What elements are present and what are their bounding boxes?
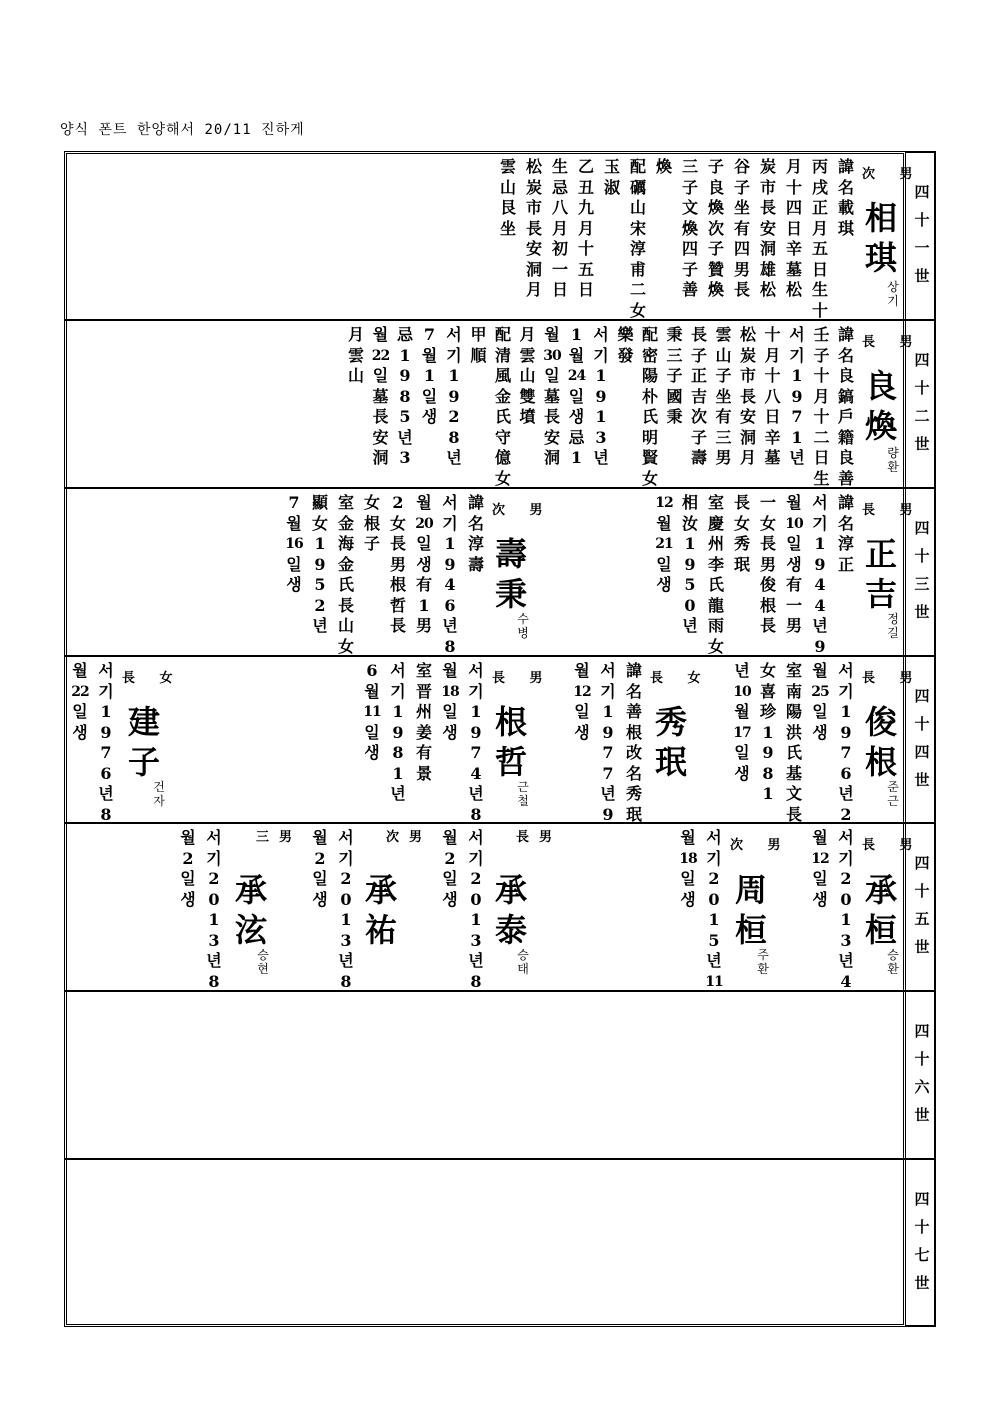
detail-column: 諱 名 載 琪 xyxy=(837,157,854,238)
name-reading: 건 자 xyxy=(153,780,165,808)
generation-label: 四 十 三 世 xyxy=(914,519,930,621)
relation-label: 長 男 xyxy=(862,671,923,686)
person-name: 正 吉 xyxy=(864,535,897,613)
generation-label: 四 十 四 世 xyxy=(914,687,930,789)
detail-column: 서 기 1 9 4 6 년 8 xyxy=(442,493,458,656)
relation-label: 長 男 xyxy=(492,671,553,686)
detail-column: 月 雲 山 雙 墳 xyxy=(519,325,536,426)
detail-column: 월 12 일 생 xyxy=(811,828,829,909)
relation-label: 長 男 xyxy=(862,335,923,350)
detail-column: 長 子 正 吉 次 子 壽 xyxy=(690,325,707,467)
detail-column: 甲 順 xyxy=(470,325,487,365)
format-note: 양식 폰트 한양해서 20/11 진하게 xyxy=(60,122,305,138)
detail-column: 松 炭 市 長 安 洞 月 xyxy=(739,325,756,467)
detail-column: 諱 名 善 根 改 名 秀 珉 xyxy=(625,661,642,824)
name-reading: 량 환 xyxy=(887,446,899,474)
person-name: 相 琪 xyxy=(864,199,897,277)
generation-label: 四 十 七 世 xyxy=(914,1190,930,1292)
detail-column: 女 喜 珍 1 9 8 1 xyxy=(759,661,776,803)
detail-column: 서 기 1 9 1 3 년 xyxy=(593,325,609,467)
person-name: 承 泫 xyxy=(234,871,267,949)
detail-column: 月 十 四 日 辛 墓 松 xyxy=(785,157,802,299)
detail-column: 女 根 子 xyxy=(363,493,380,553)
detail-column: 서 기 1 9 8 1 년 xyxy=(390,661,406,803)
relation-label: 長 男 xyxy=(862,503,923,518)
detail-column: 一 女 長 男 俊 根 長 xyxy=(759,493,776,635)
row-divider xyxy=(64,990,936,992)
detail-column: 室 南 陽 洪 氏 基 文 長 xyxy=(785,661,802,824)
row-divider xyxy=(64,1158,936,1160)
detail-column: 1 월 24 일 생 忌 1 xyxy=(567,325,586,467)
detail-column: 서 기 2 0 1 3 년 8 xyxy=(338,828,354,991)
detail-column: 월 12 일 생 xyxy=(573,661,591,742)
relation-label: 長 男 xyxy=(862,838,923,853)
name-reading: 승 환 xyxy=(887,948,899,976)
detail-column: 諱 名 淳 正 xyxy=(837,493,854,574)
generation-label: 四 十 六 世 xyxy=(914,1022,930,1124)
detail-column: 玉 淑 xyxy=(603,157,620,197)
detail-column: 生 忌 八 月 初 一 日 xyxy=(551,157,568,299)
detail-column: 서 기 1 9 2 8 년 xyxy=(446,325,462,467)
person-name: 周 桓 xyxy=(734,871,767,949)
name-reading: 근 철 xyxy=(517,780,529,808)
person-name: 建 子 xyxy=(127,703,160,781)
detail-column: 煥 xyxy=(655,157,672,176)
detail-column: 월 2 일 생 xyxy=(312,828,328,909)
detail-column: 忌 1 9 8 5 년 3 xyxy=(396,325,413,467)
detail-column: 配 密 陽 朴 氏 明 賢 女 xyxy=(641,325,658,488)
person-name: 壽 秉 xyxy=(494,535,527,613)
detail-column: 室 晋 州 姜 有 景 xyxy=(415,661,432,783)
relation-label: 次 男 xyxy=(730,838,791,853)
detail-column: 長 女 秀 珉 xyxy=(733,493,750,574)
detail-column: 월 22 일 생 xyxy=(71,661,89,742)
detail-column: 室 金 海 金 氏 長 山 女 xyxy=(337,493,354,656)
person-name: 秀 珉 xyxy=(654,703,687,781)
detail-column: 월 30 일 墓 長 安 洞 xyxy=(543,325,561,467)
person-name: 承 祐 xyxy=(364,871,397,949)
detail-column: 秉 三 子 國 秉 xyxy=(666,325,683,426)
detail-column: 乙 丑 九 月 十 五 日 xyxy=(577,157,594,299)
relation-label: 次男 xyxy=(386,830,433,845)
person-name: 良 煥 xyxy=(864,367,897,445)
person-name: 承 泰 xyxy=(494,871,527,949)
detail-column: 壬 子 十 月 十 二 日 生 xyxy=(813,325,830,488)
relation-label: 次 男 xyxy=(492,503,553,518)
detail-column: 十 月 十 八 日 辛 墓 xyxy=(764,325,781,467)
detail-column: 2 女 長 男 根 哲 長 xyxy=(389,493,406,635)
detail-column: 월 2 일 생 xyxy=(442,828,458,909)
name-reading: 승 태 xyxy=(517,948,529,976)
detail-column: 년 10 월 17 일 생 xyxy=(733,661,751,783)
detail-column: 서 기 1 9 7 6 년 2 xyxy=(838,661,854,824)
detail-column: 配 礪 山 宋 淳 甫 二 女 xyxy=(629,157,646,320)
detail-column: 室 慶 州 李 氏 龍 雨 女 xyxy=(707,493,724,656)
relation-label: 長 女 xyxy=(122,671,183,686)
detail-column: 월 18 일 생 xyxy=(441,661,459,742)
detail-column: 谷 子 坐 有 四 男 長 xyxy=(733,157,750,299)
row-divider xyxy=(64,822,936,824)
detail-column: 월 18 일 생 xyxy=(679,828,697,909)
detail-column: 서 기 1 9 7 7 년 9 xyxy=(600,661,616,824)
detail-column: 서 기 1 9 7 6 년 8 xyxy=(98,661,114,824)
relation-label: 長男 xyxy=(516,830,563,845)
relation-label: 三男 xyxy=(256,830,303,845)
name-reading: 주 환 xyxy=(757,948,769,976)
detail-column: 12 월 21 일 생 xyxy=(655,495,673,594)
name-reading: 정 길 xyxy=(887,612,899,640)
detail-column: 6 월 11 일 생 xyxy=(363,661,381,762)
detail-column: 7 월 16 일 생 xyxy=(285,493,303,594)
row-divider xyxy=(64,319,936,321)
detail-column: 炭 市 長 安 洞 雄 松 xyxy=(759,157,776,299)
person-name: 承 桓 xyxy=(864,871,897,949)
detail-column: 월 10 일 생 有 一 男 xyxy=(785,493,803,635)
detail-column: 서 기 1 9 7 4 년 8 xyxy=(468,661,484,824)
person-name: 根 哲 xyxy=(494,703,527,781)
detail-column: 丙 戌 正 月 五 日 生 十 xyxy=(811,157,828,320)
detail-column: 樂 發 xyxy=(617,325,634,365)
detail-column: 서 기 2 0 1 3 년 8 xyxy=(468,828,484,991)
detail-column: 월 22 일 墓 長 安 洞 xyxy=(371,325,390,467)
detail-column: 相 汝 1 9 5 0 년 xyxy=(681,493,698,635)
generation-label: 四 十 一 世 xyxy=(914,183,930,285)
generation-label: 四 十 二 世 xyxy=(914,351,930,453)
relation-label: 次 男 xyxy=(862,167,923,182)
detail-column: 월 20 일 생 有 1 男 xyxy=(415,493,433,635)
detail-column: 雲 山 子 坐 有 三 男 xyxy=(715,325,732,467)
person-name: 俊 根 xyxy=(864,703,897,781)
detail-column: 顯 女 1 9 5 2 년 xyxy=(311,493,328,635)
detail-column: 配 清 風 金 氏 守 億 女 xyxy=(494,325,511,488)
name-reading: 승 현 xyxy=(257,948,269,976)
detail-column: 三 子 文 煥 四 子 善 xyxy=(681,157,698,299)
detail-column: 松 炭 市 長 安 洞 月 xyxy=(525,157,542,299)
name-reading: 준 근 xyxy=(887,780,899,808)
detail-column: 月 雲 山 xyxy=(347,325,364,385)
detail-column: 諱 名 良 鎬 戶 籍 良 善 xyxy=(837,325,854,488)
detail-column: 서 기 2 0 1 3 년 4 xyxy=(838,828,854,991)
relation-label: 長 女 xyxy=(650,671,711,686)
detail-column: 서 기 2 0 1 5 년 11 xyxy=(705,828,723,990)
detail-column: 서 기 2 0 1 3 년 8 xyxy=(206,828,222,991)
name-reading: 상 기 xyxy=(887,280,899,308)
detail-column: 子 良 煥 次 子 贊 煥 xyxy=(707,157,724,299)
detail-column: 서 기 1 9 7 1 년 xyxy=(789,325,805,467)
row-divider xyxy=(64,655,936,657)
detail-column: 雲 山 艮 坐 xyxy=(499,157,516,238)
detail-column: 諱 名 淳 壽 xyxy=(467,493,484,574)
generation-label: 四 十 五 世 xyxy=(914,854,930,956)
detail-column: 월 25 일 생 xyxy=(811,661,829,742)
name-reading: 수 병 xyxy=(517,612,529,640)
detail-column: 서 기 1 9 4 4 년 9 xyxy=(812,493,828,656)
detail-column: 7 월 1 일 생 xyxy=(421,325,438,426)
detail-column: 월 2 일 생 xyxy=(180,828,196,909)
